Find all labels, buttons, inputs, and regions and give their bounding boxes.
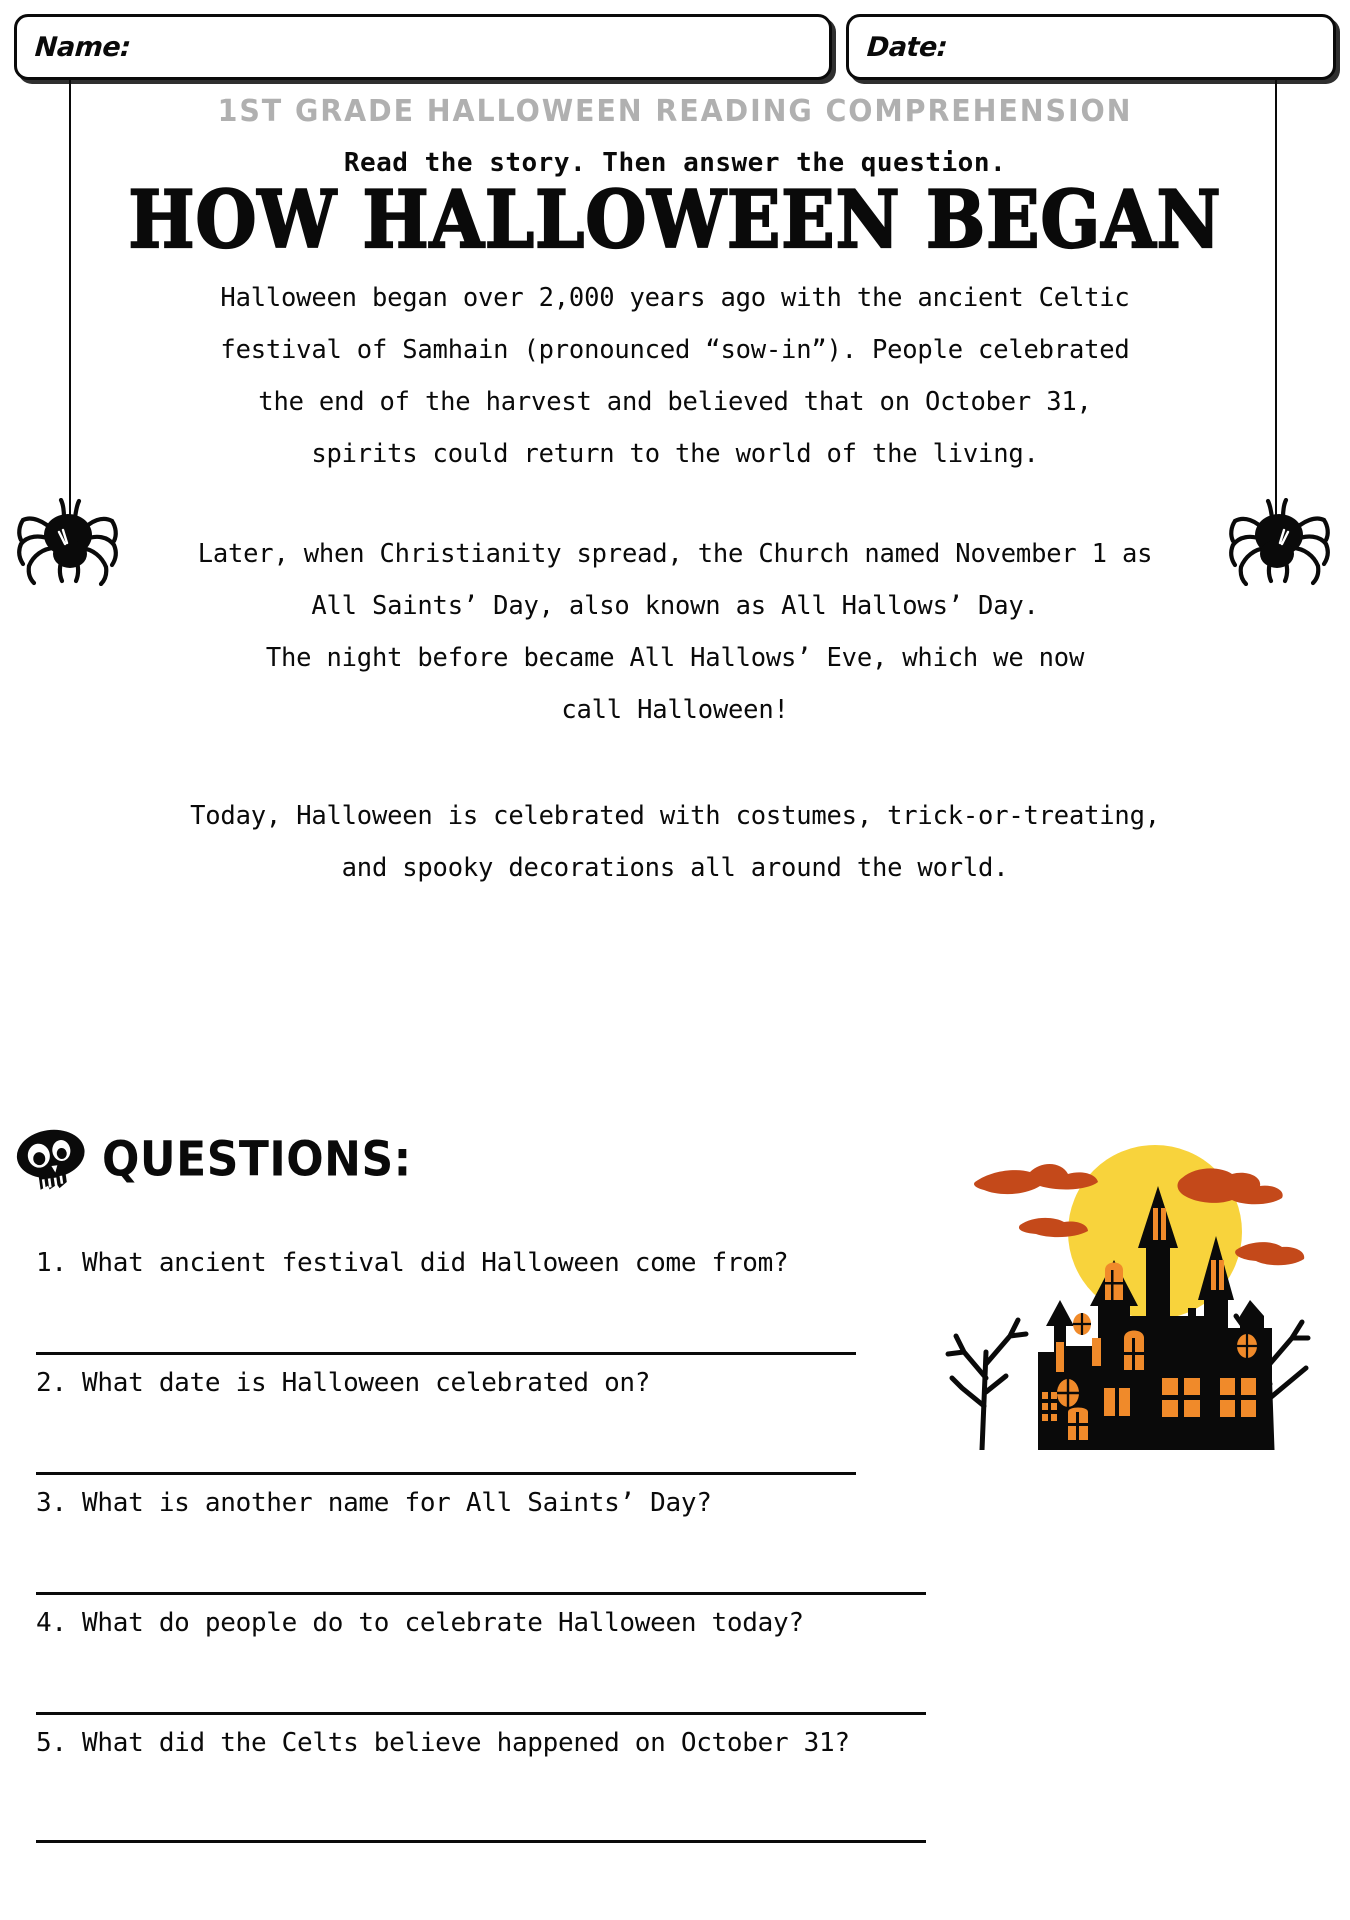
question-text: 2. What date is Halloween celebrated on? <box>36 1368 651 1398</box>
question-item-5 <box>36 1728 850 1758</box>
question-text: 4. What do people do to celebrate Halloween today? <box>36 1608 804 1638</box>
story-line: Today, Halloween is celebrated with costumes, trick-or-treating, <box>190 801 1160 831</box>
story-line: The night before became All Hallows’ Eve, which we now <box>265 643 1085 673</box>
question-item-2 <box>36 1368 650 1398</box>
answer-line-1[interactable] <box>36 1352 856 1355</box>
answer-line-5[interactable] <box>36 1840 926 1843</box>
story-paragraph-3 <box>0 790 1350 894</box>
story-line: festival of Samhain (pronounced “sow-in”). People celebrated <box>220 335 1130 365</box>
answer-line-2[interactable] <box>36 1472 856 1475</box>
story-paragraph-1 <box>0 272 1350 480</box>
haunted-house-illustration <box>920 1120 1320 1450</box>
name-label: Name: <box>33 31 132 63</box>
questions-heading <box>14 1128 412 1190</box>
story-line: call Halloween! <box>561 695 789 725</box>
answer-line-3[interactable] <box>36 1592 926 1595</box>
question-item-1 <box>36 1248 788 1278</box>
questions-label: QUESTIONS: <box>102 1130 412 1188</box>
story-line: and spooky decorations all around the world. <box>341 853 1009 883</box>
question-text: 1. What ancient festival did Halloween come from? <box>36 1248 789 1278</box>
instruction-text: Read the story. Then answer the question. <box>343 148 1007 178</box>
question-text: 3. What is another name for All Saints’ Day? <box>36 1488 712 1518</box>
page-title: HOW HALLOWEEN BEGAN <box>128 172 1222 266</box>
skull-icon <box>14 1128 88 1190</box>
story-line: Later, when Christianity spread, the Church named November 1 as <box>197 539 1153 569</box>
question-text: 5. What did the Celts believe happened on October 31? <box>36 1728 850 1758</box>
question-item-3 <box>36 1488 712 1518</box>
story-line: the end of the harvest and believed that on October 31, <box>258 387 1092 417</box>
question-item-4 <box>36 1608 804 1638</box>
story-line: Halloween began over 2,000 years ago with the ancient Celtic <box>220 283 1130 313</box>
name-field-box[interactable] <box>14 14 832 80</box>
date-field-box[interactable] <box>846 14 1336 80</box>
name-date-row <box>14 14 1336 80</box>
grade-banner: 1ST GRADE HALLOWEEN READING COMPREHENSION <box>217 94 1133 129</box>
answer-line-4[interactable] <box>36 1712 926 1715</box>
story-line: spirits could return to the world of the living. <box>311 439 1039 469</box>
date-label: Date: <box>865 31 949 63</box>
story-paragraph-2 <box>0 528 1350 736</box>
story-line: All Saints’ Day, also known as All Hallows’ Day. <box>311 591 1039 621</box>
